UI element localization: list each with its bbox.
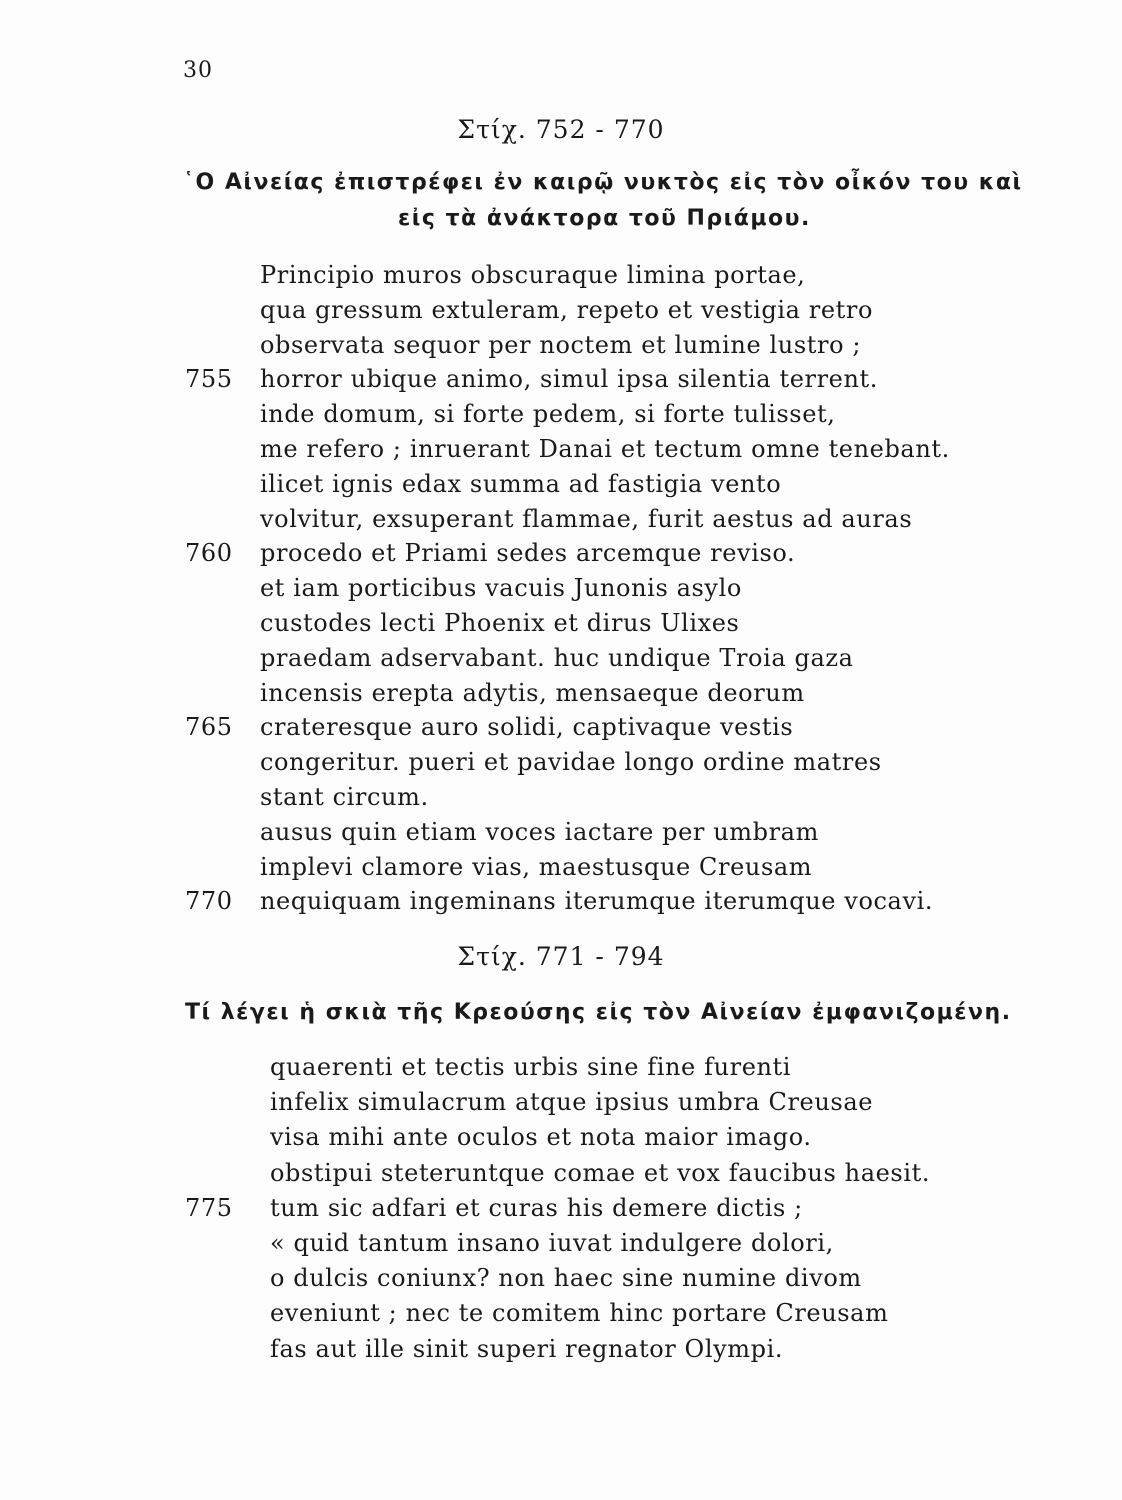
verse-line xyxy=(0,780,1122,814)
verse-text: nequiquam ingeminans iterumque iterumque vocavi. xyxy=(260,887,934,916)
verse-line xyxy=(0,1085,1122,1119)
verse-line xyxy=(0,884,1122,918)
verse-line xyxy=(0,571,1122,605)
line-number: 765 xyxy=(185,713,233,742)
verse-line xyxy=(0,1261,1122,1295)
line-number: 760 xyxy=(185,539,233,568)
verse-text: « quid tantum insano iuvat indulgere dolori, xyxy=(270,1229,834,1257)
verse-text: praedam adservabant. huc undique Troia gaza xyxy=(260,643,854,672)
verse-text: custodes lecti Phoenix et dirus Ulixes xyxy=(260,609,740,637)
verse-line xyxy=(0,397,1122,431)
verse-line xyxy=(0,293,1122,327)
verse-line xyxy=(0,1120,1122,1154)
verse-text: incensis erepta adytis, mensaeque deorum xyxy=(260,678,805,707)
verse-text: horror ubique animo, simul ipsa silentia terrent. xyxy=(260,365,878,394)
verse-line xyxy=(0,1226,1122,1260)
verse-line xyxy=(0,606,1122,640)
line-number: 755 xyxy=(185,365,233,394)
verse-text: congeritur. pueri et pavidae longo ordine matres xyxy=(260,748,882,777)
verse-text: observata sequor per noctem et lumine lustro ; xyxy=(260,330,862,359)
verse-line xyxy=(0,745,1122,779)
verse-line xyxy=(0,328,1122,362)
section-label: Στίχ. 771 - 794 xyxy=(457,942,665,971)
verse-line xyxy=(0,432,1122,466)
section-heading: Τί λέγει ἡ σκιὰ τῆς Κρεούσης εἰς τὸν Αἰνείαν ἐμφανιζομένη. xyxy=(185,1000,1012,1025)
verse-text: et iam porticibus vacuis Junonis asylo xyxy=(260,574,742,603)
verse-text: quaerenti et tectis urbis sine fine furenti xyxy=(270,1053,792,1081)
verse-line xyxy=(0,536,1122,570)
verse-text: volvitur, exsuperant flammae, furit aestus ad auras xyxy=(260,504,913,533)
line-number: 770 xyxy=(185,887,233,916)
verse-line xyxy=(0,467,1122,501)
verse-text: Principio muros obscuraque limina portae, xyxy=(260,261,806,289)
verse-text: tum sic adfari et curas his demere dictis ; xyxy=(270,1193,803,1222)
section-heading: ῾Ο Αἰνείας ἐπιστρέφει ἐν καιρῷ νυκτὸς εἰς τὸν οἶκόν του καὶ xyxy=(183,170,1023,195)
verse-text: obstipui steteruntque comae et vox faucibus haesit. xyxy=(270,1158,931,1187)
verse-text: ausus quin etiam voces iactare per umbram xyxy=(260,817,819,846)
verse-line xyxy=(0,362,1122,396)
verse-line xyxy=(0,850,1122,884)
section-heading-continued: εἰς τὰ ἀνάκτορα τοῦ Πριάμου. xyxy=(398,206,811,231)
verse-line xyxy=(0,1191,1122,1225)
verse-text: qua gressum extuleram, repeto et vestigia retro xyxy=(260,295,874,324)
verse-text: infelix simulacrum atque ipsius umbra Creusae xyxy=(270,1088,874,1117)
verse-line xyxy=(0,1156,1122,1190)
verse-line xyxy=(0,676,1122,710)
section-label: Στίχ. 752 - 770 xyxy=(457,115,665,144)
verse-line xyxy=(0,1296,1122,1330)
line-number: 775 xyxy=(185,1193,233,1222)
verse-text: visa mihi ante oculos et nota maior imago. xyxy=(270,1123,812,1152)
verse-text: ilicet ignis edax summa ad fastigia vento xyxy=(260,469,782,498)
verse-line xyxy=(0,1332,1122,1366)
page-number: 30 xyxy=(183,58,213,83)
verse-line xyxy=(0,258,1122,292)
verse-text: o dulcis coniunx? non haec sine numine divom xyxy=(270,1264,862,1293)
verse-text: crateresque auro solidi, captivaque vestis xyxy=(260,713,794,742)
verse-line xyxy=(0,1050,1122,1084)
verse-text: procedo et Priami sedes arcemque reviso. xyxy=(260,539,796,568)
verse-line xyxy=(0,710,1122,744)
verse-text: stant circum. xyxy=(260,783,429,811)
verse-text: inde domum, si forte pedem, si forte tulisset, xyxy=(260,400,836,429)
verse-text: fas aut ille sinit superi regnator Olympi. xyxy=(270,1334,784,1363)
verse-line xyxy=(0,641,1122,675)
verse-line xyxy=(0,502,1122,536)
verse-text: eveniunt ; nec te comitem hinc portare Creusam xyxy=(270,1299,889,1328)
verse-text: implevi clamore vias, maestusque Creusam xyxy=(260,852,813,881)
verse-line xyxy=(0,815,1122,849)
verse-text: me refero ; inruerant Danai et tectum omne tenebant. xyxy=(260,435,950,463)
